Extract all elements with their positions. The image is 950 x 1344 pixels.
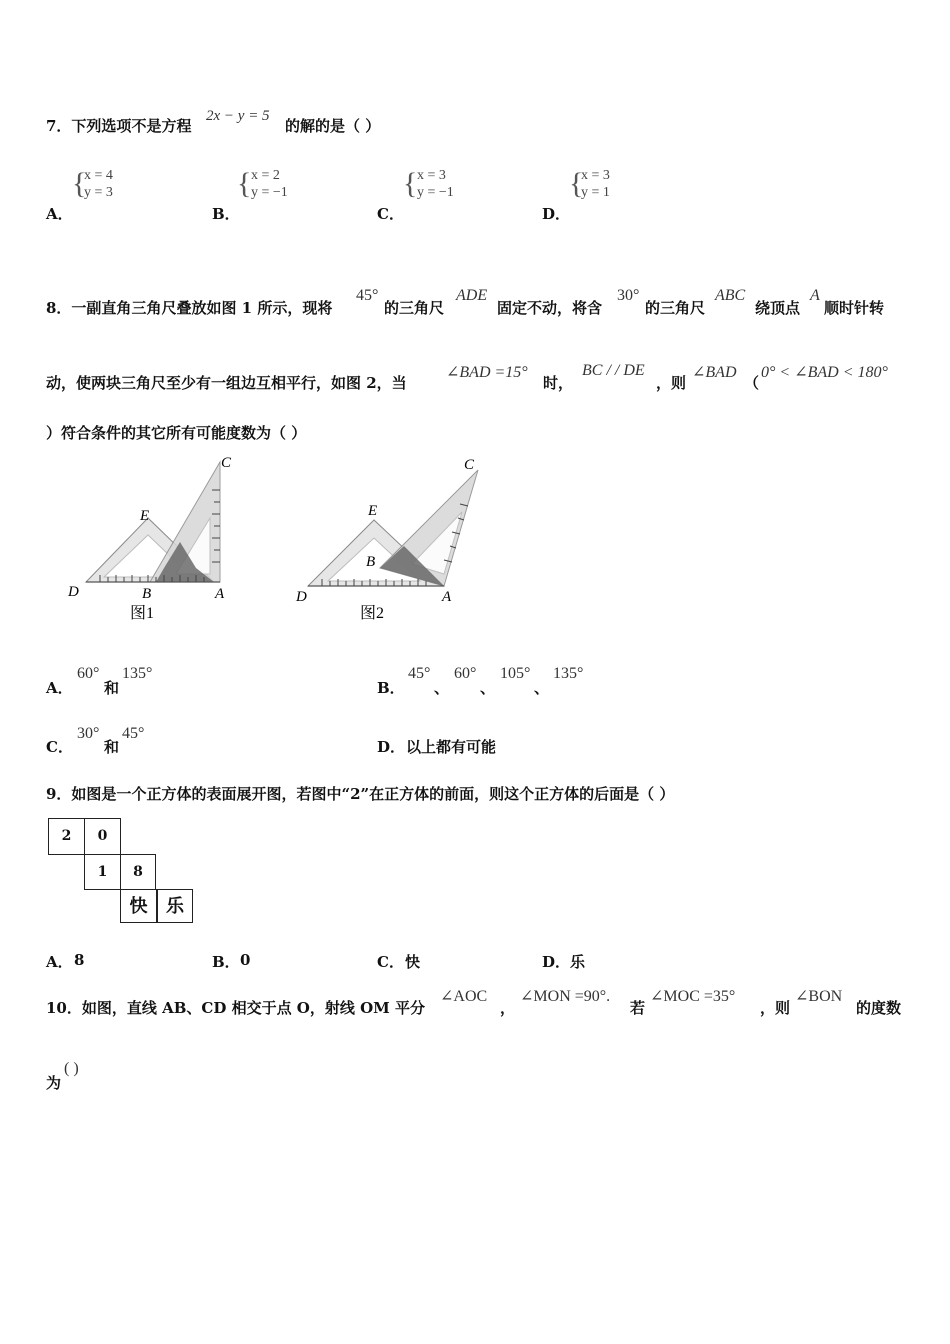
q7-option-label: D． [542, 205, 571, 223]
q8-option-label: A． [46, 679, 73, 697]
q8-math: BC / / DE [582, 362, 645, 379]
equation-system: { x = 4 y = 3 [72, 167, 113, 200]
q8-text: 固定不动，将含 [497, 299, 603, 317]
q9-option-label: C． [377, 953, 404, 971]
label-d: D [68, 584, 79, 600]
q8-figure-2 [292, 450, 492, 625]
option-text: 以上都有可能 [406, 738, 497, 756]
system-line: x = 4 [84, 168, 113, 183]
q8-text: 顺时针转 [824, 299, 885, 317]
answer-blank: ( ) [64, 1060, 79, 1077]
net-cell: 乐 [157, 889, 193, 923]
net-cell: 0 [84, 818, 121, 855]
option-sep: 、 [480, 679, 496, 697]
option-sep: 和 [104, 679, 120, 697]
q8-math: ∠BAD [692, 364, 737, 381]
option-value: 45° [408, 665, 431, 682]
label-a: A [442, 589, 452, 605]
q8-text: 时， [543, 374, 574, 392]
label-b: B [142, 586, 152, 602]
q7-option-label: B． [212, 205, 240, 223]
q8-option-label: C． [46, 738, 73, 756]
system-line: y = 3 [84, 185, 113, 200]
option-sep: 、 [534, 679, 550, 697]
label-d: D [296, 589, 307, 605]
q8-figure-1 [64, 450, 244, 625]
q8-text: ）符合条件的其它所有可能度数为（ ） [46, 424, 307, 442]
q8-option-label: D． [377, 738, 406, 756]
label-e: E [368, 503, 378, 519]
q9-option-label: B． [212, 953, 240, 971]
system-line: x = 3 [581, 168, 610, 183]
q8-text: 8．一副直角三角尺叠放如图 1 所示，现将 [46, 299, 333, 317]
q10-math: ∠MOC =35° [650, 988, 736, 1005]
q10-text: ， [500, 999, 516, 1017]
system-line: y = −1 [417, 185, 454, 200]
q8-math: ∠BAD =15° [446, 364, 528, 381]
q8-text: 的三角尺 [645, 299, 706, 317]
q8-text: 动，使两块三角尺至少有一组边互相平行，如图 2，当 [46, 374, 407, 392]
net-cell: 1 [84, 854, 121, 890]
option-value: 60° [77, 665, 100, 682]
option-value: 60° [454, 665, 477, 682]
equation-system: { x = 3 y = −1 [403, 167, 454, 200]
q8-text: 的三角尺 [384, 299, 445, 317]
figure-caption: 图1 [130, 605, 155, 622]
figure-caption: 图2 [360, 605, 385, 622]
q8-math: 30° [617, 287, 640, 304]
label-e: E [140, 508, 150, 524]
label-b: B [366, 554, 376, 570]
q7-stem-suffix: 的解的是（ ） [285, 117, 381, 135]
q10-math: ∠AOC [440, 988, 488, 1005]
equation-system: { x = 2 y = −1 [237, 167, 288, 200]
q10-text: 10．如图，直线 AB、CD 相交于点 O，射线 OM 平分 [46, 999, 425, 1017]
q10-text: 若 [630, 999, 646, 1017]
q10-text: 的度数 [856, 999, 902, 1017]
q8-text: 绕顶点 [755, 299, 801, 317]
q7-option-label: A． [46, 205, 73, 223]
q8-math: ABC [715, 287, 746, 304]
q10-math: ∠MON =90°. [520, 988, 611, 1005]
option-value: 45° [122, 725, 145, 742]
label-a: A [215, 586, 225, 602]
q8-math: A [810, 287, 820, 304]
q7-option-label: C． [377, 205, 404, 223]
system-line: x = 2 [251, 168, 280, 183]
q9-option-label: D． [542, 953, 571, 971]
option-sep: 和 [104, 738, 120, 756]
option-sep: 、 [434, 679, 450, 697]
option-text: 快 [405, 953, 421, 971]
option-value: 135° [553, 665, 584, 682]
q10-text: 为 [46, 1074, 62, 1092]
option-text: 乐 [570, 953, 586, 971]
net-cell: 快 [120, 889, 157, 923]
label-c: C [464, 457, 475, 473]
q8-text: ，则 [656, 374, 687, 392]
q10-text: ，则 [760, 999, 791, 1017]
q8-math: 45° [356, 287, 379, 304]
q7-stem-prefix: 7．下列选项不是方程 [46, 117, 192, 135]
q7-equation: 2x − y = 5 [206, 108, 270, 124]
system-line: y = 1 [581, 185, 610, 200]
q8-text: （ [744, 374, 760, 392]
option-text: 0 [240, 951, 251, 969]
net-cell: 8 [120, 854, 156, 890]
q8-math: ADE [456, 287, 488, 304]
label-c: C [221, 455, 232, 471]
equation-system: { x = 3 y = 1 [569, 167, 610, 200]
system-line: y = −1 [251, 185, 288, 200]
q10-math: ∠BON [795, 988, 843, 1005]
system-line: x = 3 [417, 168, 446, 183]
option-value: 30° [77, 725, 100, 742]
q8-option-label: B． [377, 679, 405, 697]
q9-stem: 9．如图是一个正方体的表面展开图，若图中“2”在正方体的前面，则这个正方体的后面是（ ） [46, 785, 675, 803]
option-text: 8 [74, 951, 85, 969]
option-value: 135° [122, 665, 153, 682]
option-value: 105° [500, 665, 531, 682]
q8-math: 0° < ∠BAD < 180° [761, 364, 888, 381]
q9-option-label: A． [46, 953, 73, 971]
net-cell: 2 [48, 818, 85, 855]
